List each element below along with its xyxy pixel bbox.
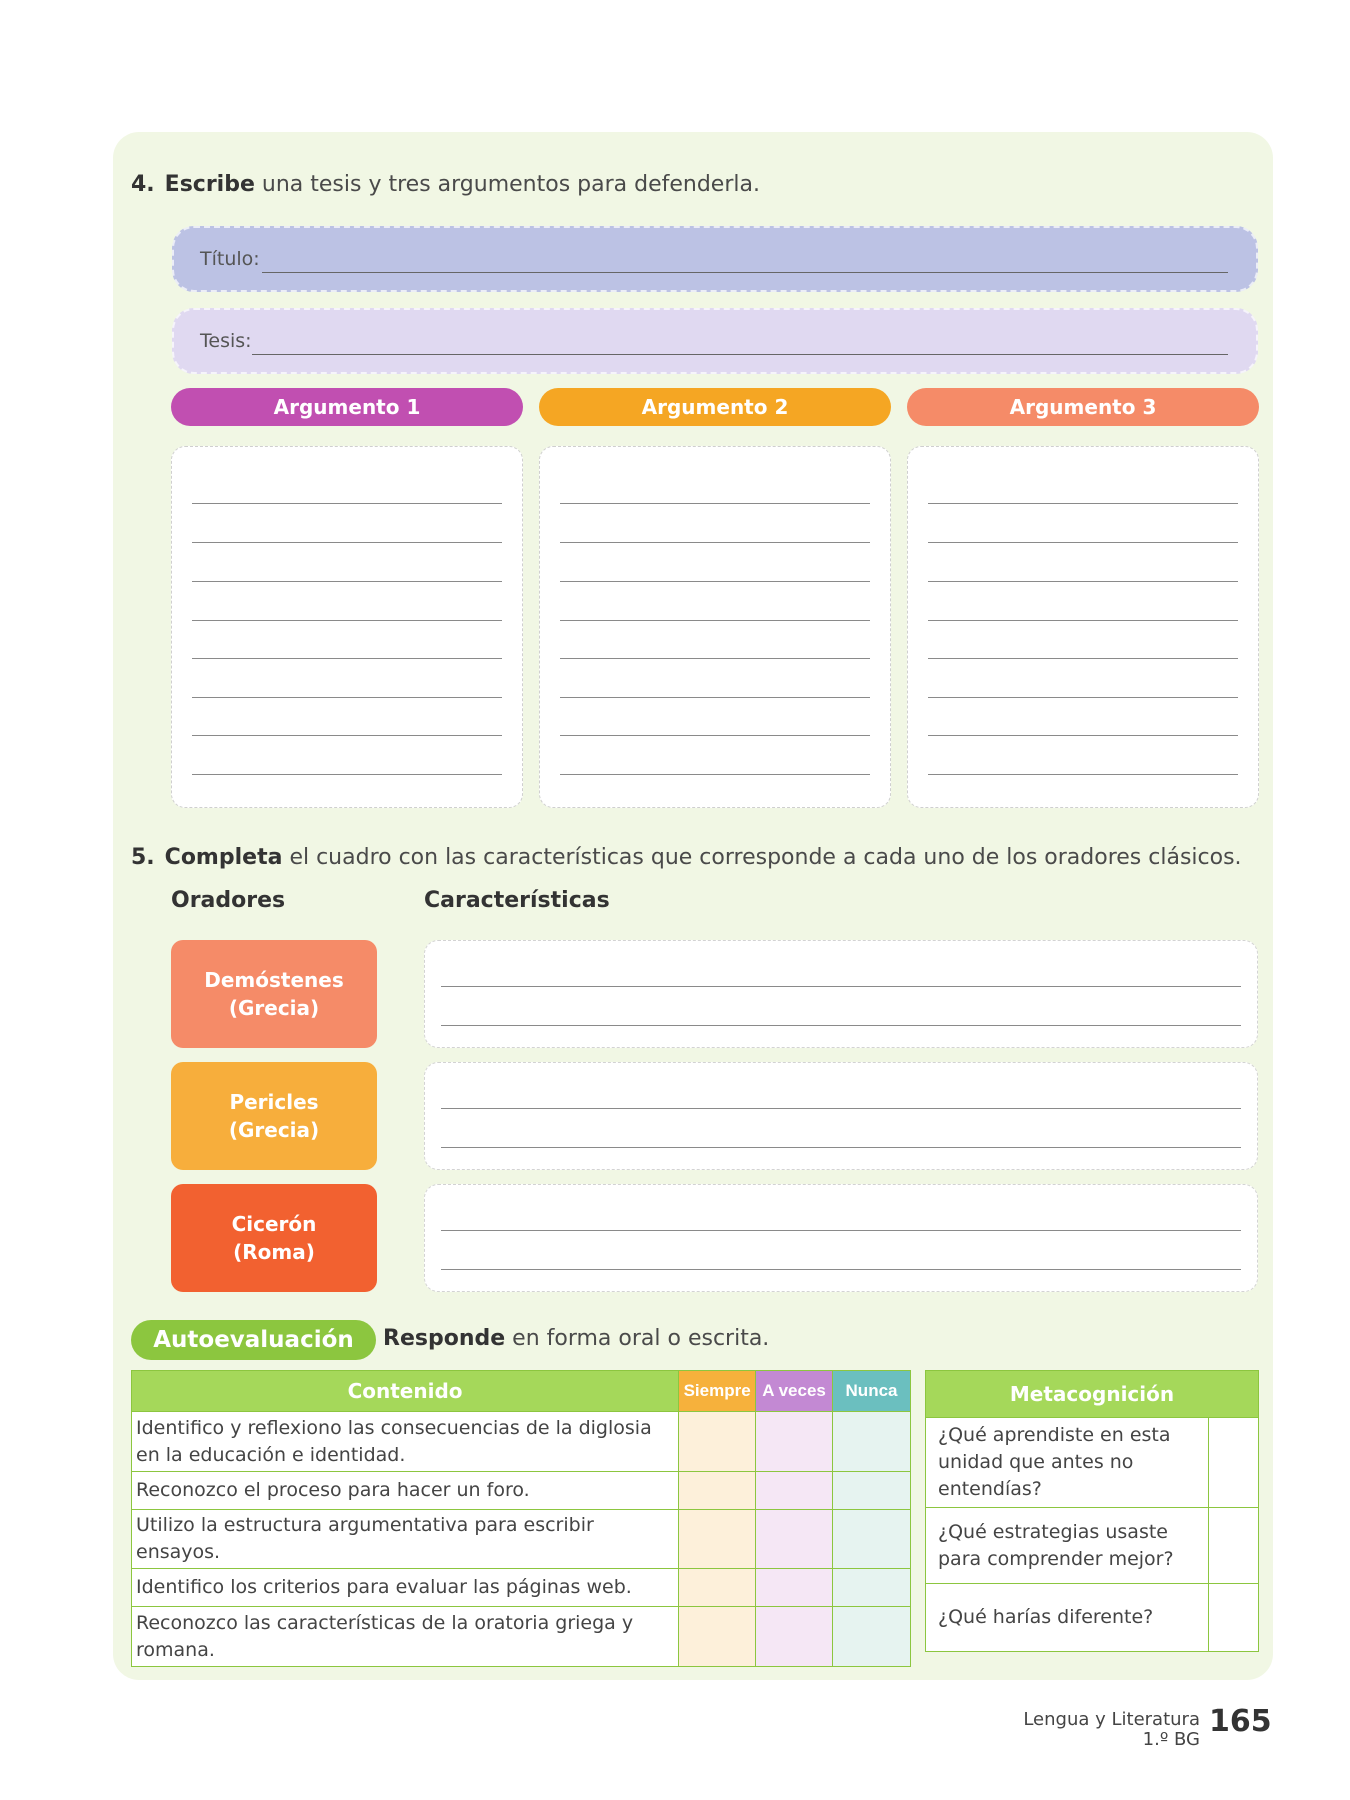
row-contenido: Identifico los criterios para evaluar las páginas web. (132, 1569, 679, 1607)
demostenes-characteristics-box[interactable] (424, 940, 1258, 1048)
writing-line (928, 542, 1238, 543)
writing-line (928, 735, 1238, 736)
metacognicion-table (925, 1370, 1259, 1652)
writing-line (192, 503, 502, 504)
titulo-label: Título: (200, 248, 260, 270)
writing-line (560, 542, 870, 543)
footer-subject: Lengua y Literatura 1.º BG (1023, 1709, 1200, 1750)
table-row (132, 1412, 911, 1472)
writing-line (560, 774, 870, 775)
table-row (132, 1510, 911, 1569)
a-veces-cell[interactable] (756, 1412, 833, 1472)
tesis-line (252, 354, 1228, 355)
orator-pericles: Pericles (Grecia) (171, 1062, 377, 1170)
a-veces-cell[interactable] (756, 1569, 833, 1607)
titulo-line (262, 272, 1228, 273)
autoevaluacion-instruction: Responde en forma oral o escrita. (383, 1326, 770, 1351)
writing-line (192, 697, 502, 698)
caracteristicas-header: Características (424, 888, 610, 913)
pericles-characteristics-box[interactable] (424, 1062, 1258, 1170)
writing-line (560, 581, 870, 582)
writing-line (441, 1230, 1241, 1231)
metacognicion-question: ¿Qué aprendiste en esta unidad que antes no entendías? (926, 1418, 1209, 1508)
table-row (132, 1569, 911, 1607)
writing-line (928, 503, 1238, 504)
row-contenido: Reconozco el proceso para hacer un foro. (132, 1472, 679, 1510)
siempre-cell[interactable] (679, 1510, 756, 1569)
nunca-cell[interactable] (833, 1412, 911, 1472)
table-row (132, 1472, 911, 1510)
header-siempre: Siempre (679, 1371, 756, 1412)
siempre-cell[interactable] (679, 1472, 756, 1510)
writing-line (560, 658, 870, 659)
writing-line (560, 620, 870, 621)
metacognicion-question: ¿Qué harías diferente? (926, 1584, 1209, 1652)
siempre-cell[interactable] (679, 1569, 756, 1607)
page-number: 165 (1209, 1704, 1272, 1739)
nunca-cell[interactable] (833, 1472, 911, 1510)
writing-line (192, 542, 502, 543)
tesis-field[interactable] (172, 308, 1258, 374)
row-contenido: Identifico y reflexiono las consecuencias de la diglosia en la educación e identidad. (132, 1412, 679, 1472)
a-veces-cell[interactable] (756, 1510, 833, 1569)
answer-cell[interactable] (1209, 1508, 1259, 1584)
header-nunca: Nunca (833, 1371, 911, 1412)
autoevaluacion-label: Autoevaluación (131, 1320, 376, 1360)
writing-line (441, 1025, 1241, 1026)
header-a-veces: A veces (756, 1371, 833, 1412)
argumento-3-label: Argumento 3 (907, 388, 1259, 426)
row-contenido: Reconozco las características de la oratoria griega y romana. (132, 1607, 679, 1667)
table-row (926, 1508, 1259, 1584)
writing-line (560, 697, 870, 698)
table-row (926, 1418, 1259, 1508)
answer-cell[interactable] (1209, 1584, 1259, 1652)
siempre-cell[interactable] (679, 1412, 756, 1472)
nunca-cell[interactable] (833, 1510, 911, 1569)
writing-line (928, 774, 1238, 775)
writing-line (441, 1147, 1241, 1148)
siempre-cell[interactable] (679, 1607, 756, 1667)
oradores-header: Oradores (171, 888, 286, 913)
writing-line (192, 581, 502, 582)
writing-line (192, 735, 502, 736)
argumento-1-box[interactable] (171, 446, 523, 808)
question-4-title: 4. Escribe una tesis y tres argumentos para defenderla. (131, 172, 760, 197)
writing-line (560, 735, 870, 736)
writing-line (560, 503, 870, 504)
writing-line (441, 1269, 1241, 1270)
row-contenido: Utilizo la estructura argumentativa para escribir ensayos. (132, 1510, 679, 1569)
nunca-cell[interactable] (833, 1607, 911, 1667)
argumento-2-label: Argumento 2 (539, 388, 891, 426)
ciceron-characteristics-box[interactable] (424, 1184, 1258, 1292)
a-veces-cell[interactable] (756, 1607, 833, 1667)
nunca-cell[interactable] (833, 1569, 911, 1607)
orator-demostenes: Demóstenes (Grecia) (171, 940, 377, 1048)
orator-ciceron: Cicerón (Roma) (171, 1184, 377, 1292)
answer-cell[interactable] (1209, 1418, 1259, 1508)
writing-line (192, 658, 502, 659)
autoevaluacion-table (131, 1370, 911, 1667)
table-row (926, 1584, 1259, 1652)
writing-line (928, 620, 1238, 621)
table-row (132, 1607, 911, 1667)
writing-line (928, 581, 1238, 582)
header-contenido: Contenido (132, 1371, 679, 1412)
writing-line (192, 774, 502, 775)
argumento-3-box[interactable] (907, 446, 1259, 808)
argumento-2-box[interactable] (539, 446, 891, 808)
writing-line (928, 697, 1238, 698)
question-5-title: 5. Completa el cuadro con las características que corresponde a cada uno de los oradores clásicos. (131, 845, 1242, 870)
metacognicion-question: ¿Qué estrategias usaste para comprender mejor? (926, 1508, 1209, 1584)
writing-line (928, 658, 1238, 659)
argumento-1-label: Argumento 1 (171, 388, 523, 426)
a-veces-cell[interactable] (756, 1472, 833, 1510)
writing-line (441, 986, 1241, 987)
tesis-label: Tesis: (200, 330, 252, 352)
header-metacognicion: Metacognición (926, 1371, 1259, 1418)
writing-line (441, 1108, 1241, 1109)
titulo-field[interactable] (172, 226, 1258, 292)
writing-line (192, 620, 502, 621)
